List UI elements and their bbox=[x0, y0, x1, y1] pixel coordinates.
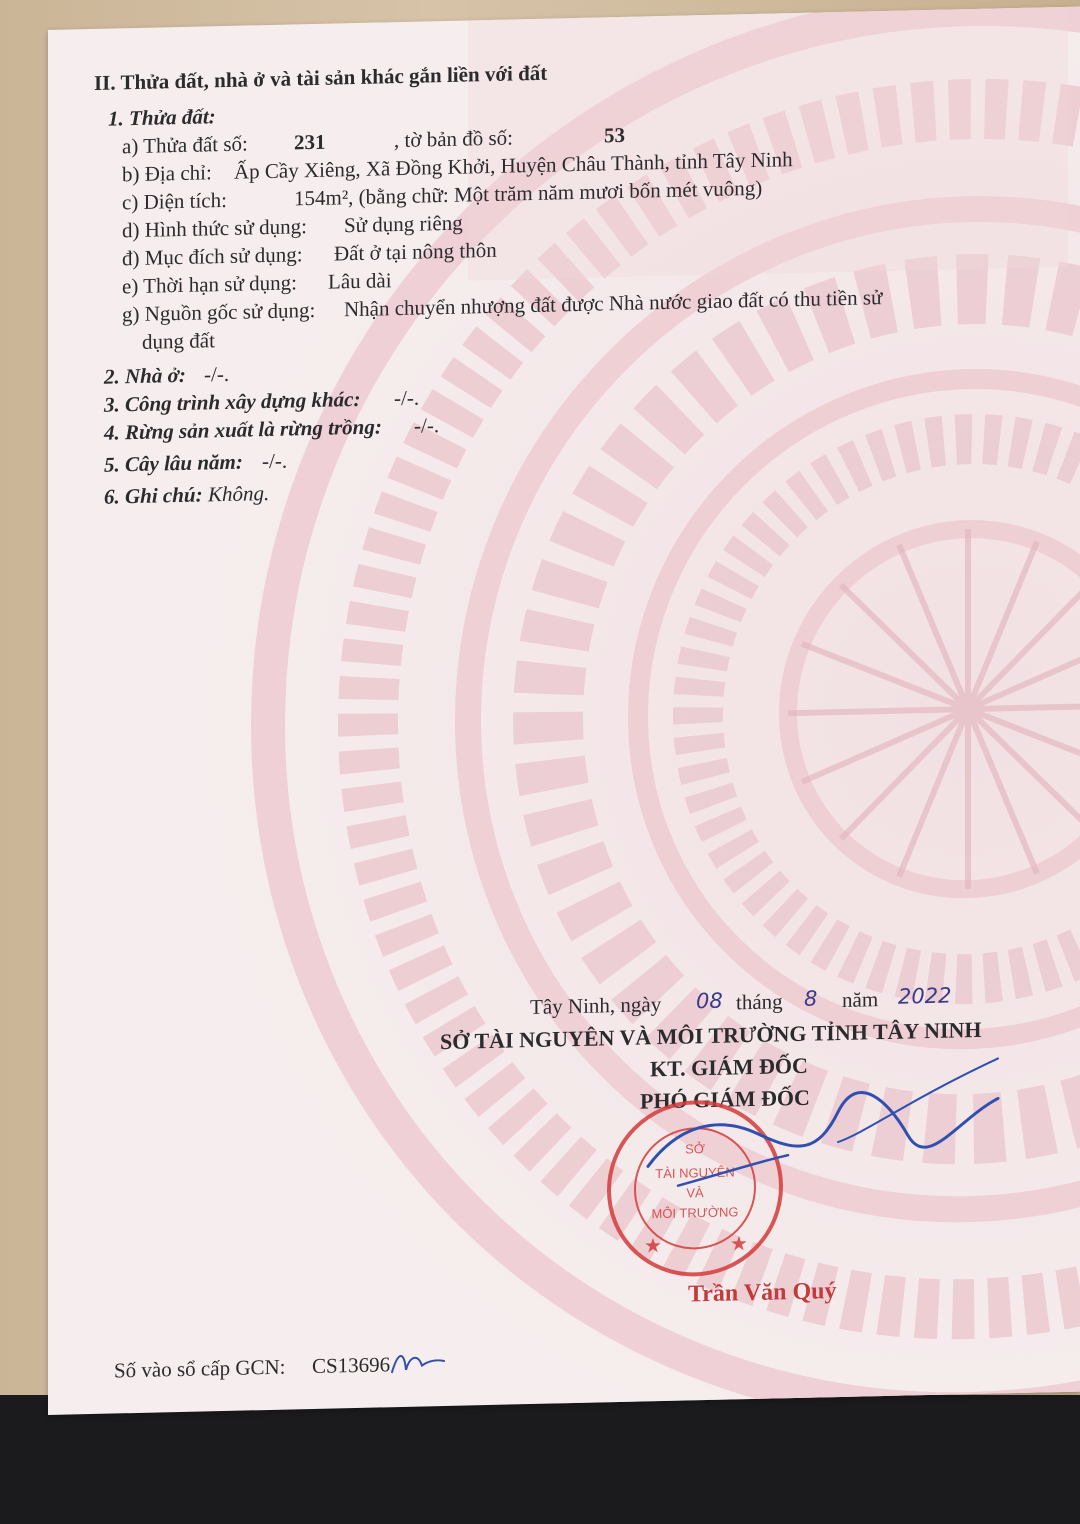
parcel-label: a) Thửa đất số: bbox=[122, 131, 248, 159]
purpose-label: đ) Mục đích sử dụng: bbox=[122, 242, 303, 271]
area-label: c) Diện tích: bbox=[122, 187, 227, 215]
authority-name: SỞ TÀI NGUYÊN VÀ MÔI TRƯỜNG TỈNH TÂY NINH bbox=[440, 1016, 982, 1055]
signer-title: PHÓ GIÁM ĐỐC bbox=[640, 1084, 810, 1114]
house-label: 2. Nhà ở: bbox=[104, 362, 186, 389]
svg-text:SỞ: SỞ bbox=[685, 1141, 705, 1157]
land-heading: 1. Thửa đất: bbox=[108, 104, 216, 131]
term-label: e) Thời hạn sử dụng: bbox=[122, 270, 297, 299]
parcel-number: 231 bbox=[294, 129, 326, 155]
area-value: 154m², (bằng chữ: Một trăm năm mươi bốn mét vuông) bbox=[294, 175, 763, 211]
registry-initials bbox=[388, 1341, 448, 1382]
handwritten-signature bbox=[638, 1038, 1018, 1197]
map-number: 53 bbox=[604, 122, 625, 148]
svg-text:MÔI TRƯỜNG: MÔI TRƯỜNG bbox=[651, 1204, 739, 1222]
svg-text:★: ★ bbox=[730, 1233, 748, 1256]
term-value: Lâu dài bbox=[328, 268, 392, 294]
signer-name: Trần Văn Quý bbox=[688, 1278, 837, 1308]
map-label: , tờ bản đồ số: bbox=[394, 125, 514, 153]
origin-label: g) Nguồn gốc sử dụng: bbox=[122, 297, 316, 327]
registry-number: CS13696 bbox=[312, 1352, 391, 1379]
date-month-label: tháng bbox=[736, 989, 783, 1015]
forest-label: 4. Rừng sản xuất là rừng trồng: bbox=[104, 414, 382, 445]
on-behalf-title: KT. GIÁM ĐỐC bbox=[650, 1052, 808, 1082]
perennial-value: -/-. bbox=[262, 448, 288, 474]
house-value: -/-. bbox=[204, 361, 230, 387]
construction-label: 3. Công trình xây dựng khác: bbox=[104, 386, 361, 417]
date-place: Tây Ninh, ngày bbox=[530, 992, 662, 1020]
usage-form-label: d) Hình thức sử dụng: bbox=[122, 214, 307, 243]
section-title: II. Thửa đất, nhà ở và tài sản khác gắn liền với đất bbox=[94, 60, 548, 95]
registry-label: Số vào sổ cấp GCN: bbox=[114, 1354, 286, 1383]
note-value: Không. bbox=[208, 480, 270, 507]
svg-text:★: ★ bbox=[644, 1235, 662, 1258]
forest-value: -/-. bbox=[414, 413, 440, 438]
usage-form-value: Sử dụng riêng bbox=[344, 210, 463, 238]
date-year: 2022 bbox=[898, 983, 952, 1009]
address-label: b) Địa chỉ: bbox=[122, 160, 212, 187]
dark-background bbox=[0, 1395, 1080, 1524]
perennial-label: 5. Cây lâu năm: bbox=[104, 449, 243, 477]
certificate-page bbox=[48, 7, 1080, 1415]
svg-text:TÀI NGUYÊN: TÀI NGUYÊN bbox=[655, 1164, 735, 1182]
svg-text:VÀ: VÀ bbox=[686, 1185, 704, 1201]
construction-value: -/-. bbox=[394, 385, 420, 411]
origin-value-line2: dụng đất bbox=[142, 328, 215, 354]
origin-value-line1: Nhận chuyển nhượng đất được Nhà nước giao đất có thu tiền sử bbox=[344, 285, 883, 322]
note-label: 6. Ghi chú: bbox=[104, 482, 203, 509]
date-day: 08 bbox=[696, 988, 723, 1014]
date-month: 8 bbox=[804, 986, 818, 1011]
purpose-value: Đất ở tại nông thôn bbox=[334, 237, 497, 266]
date-year-label: năm bbox=[842, 987, 879, 1012]
address-value: Ấp Cầy Xiêng, Xã Đồng Khởi, Huyện Châu Thành, tỉnh Tây Ninh bbox=[234, 147, 793, 184]
